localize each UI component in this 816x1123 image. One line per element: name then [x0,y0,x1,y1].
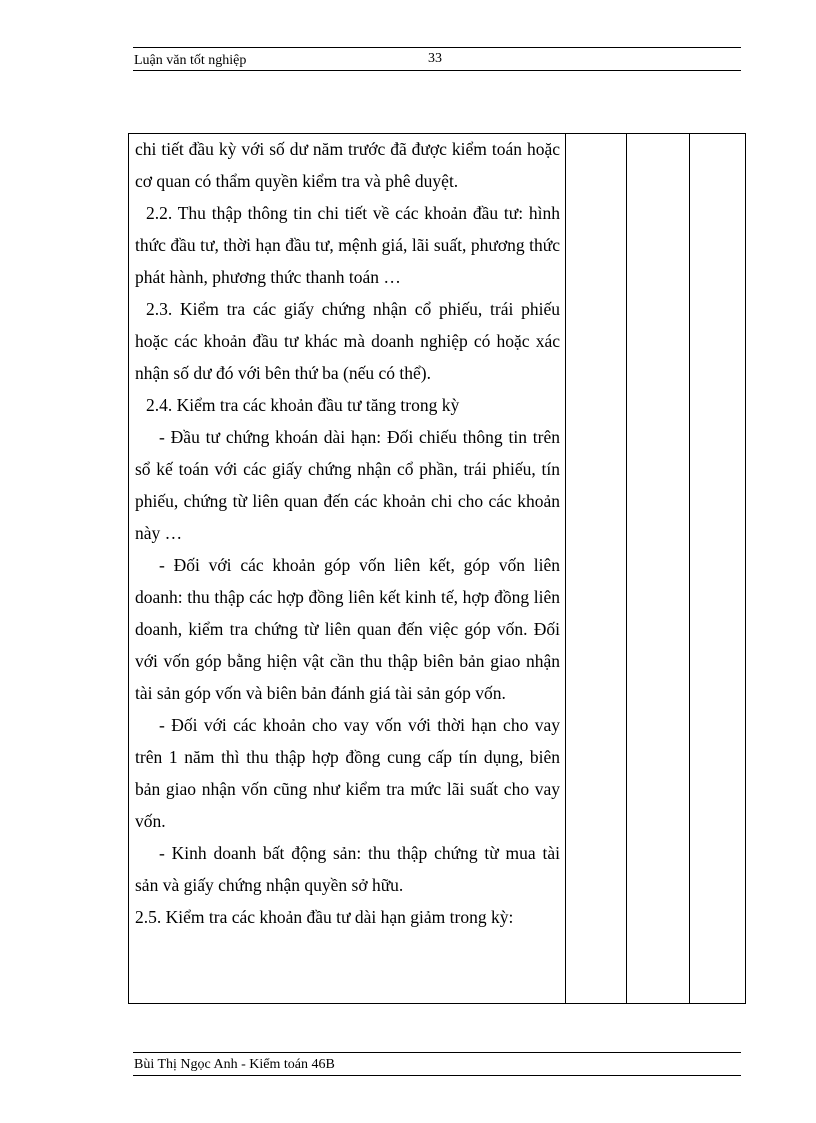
header-title: Luận văn tốt nghiệp [134,53,247,68]
paragraph: - Đối với các khoản góp vốn liên kết, góp vốn liên doanh: thu thập các hợp đồng liên kết kinh tế, hợp đồng liên doanh, kiểm tra chứng từ liên quan đến việc góp vốn. Đối với vốn góp bằng hiện vật cần thu thập biên bản giao nhận tài sản góp vốn và biên bản đánh giá tài sản góp vốn. [135,555,560,703]
column-divider-3 [689,134,690,1003]
paragraph: 2.2. Thu thập thông tin chi tiết về các khoản đầu tư: hình thức đầu tư, thời hạn đầu tư, mệnh giá, lãi suất, phương thức phát hành, phương thức thanh toán … [135,203,560,287]
footer-top-rule [133,1052,741,1053]
column-divider-2 [626,134,627,1003]
column-divider-1 [565,134,566,1003]
paragraph: 2.4. Kiểm tra các khoản đầu tư tăng trong kỳ [146,395,460,415]
paragraph: chi tiết đầu kỳ với số dư năm trước đã được kiểm toán hoặc cơ quan có thẩm quyền kiểm tra và phê duyệt. [135,139,560,191]
paragraph: 2.5. Kiểm tra các khoản đầu tư dài hạn giảm trong kỳ: [135,907,514,927]
footer-text: Bùi Thị Ngọc Anh - Kiểm toán 46B [134,1057,335,1072]
paragraph: 2.3. Kiểm tra các giấy chứng nhận cổ phiếu, trái phiếu hoặc các khoản đầu tư khác mà doanh nghiệp có hoặc xác nhận số dư đó với bên thứ ba (nếu có thể). [135,299,560,383]
paragraph: - Đối với các khoản cho vay vốn với thời hạn cho vay trên 1 năm thì thu thập hợp đồng cung cấp tín dụng, biên bản giao nhận vốn cũng như kiểm tra mức lãi suất cho vay vốn. [135,715,560,831]
content-table [128,133,746,1004]
page-number: 33 [428,51,442,66]
header-top-rule [133,47,741,48]
procedure-cell [135,133,560,933]
paragraph: - Kinh doanh bất động sản: thu thập chứng từ mua tài sản và giấy chứng nhận quyền sở hữu. [135,843,560,895]
paragraph: - Đầu tư chứng khoán dài hạn: Đối chiếu thông tin trên sổ kế toán với các giấy chứng nhận cổ phần, trái phiếu, tín phiếu, chứng từ liên quan đến các khoản chi cho các khoản này … [135,427,560,543]
header-bottom-rule [133,70,741,71]
footer-bottom-rule [133,1075,741,1076]
